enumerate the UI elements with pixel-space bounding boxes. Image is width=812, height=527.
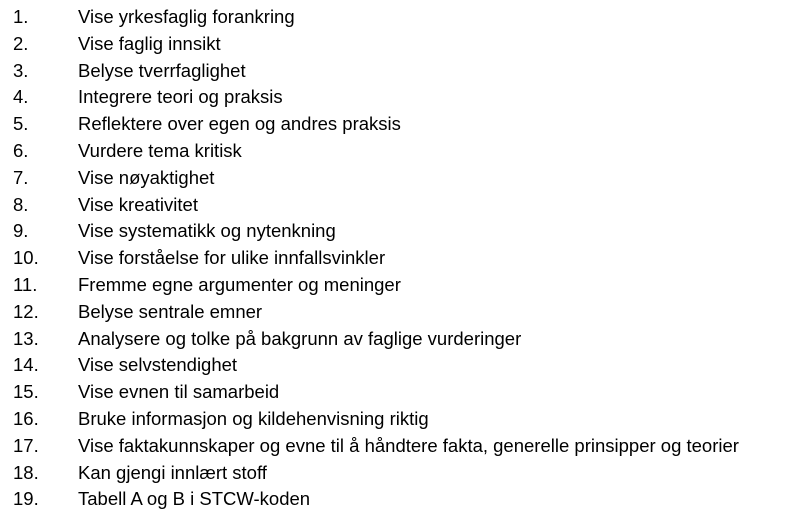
list-item-text: Reflektere over egen og andres praksis — [78, 113, 401, 135]
list-item — [0, 406, 812, 433]
list-item-text: Analysere og tolke på bakgrunn av faglige vurderinger — [78, 327, 522, 349]
list-item-number: 7. — [13, 166, 29, 188]
list-item — [0, 352, 812, 379]
list-item-text: Vise yrkesfaglig forankring — [78, 6, 295, 27]
list-item — [0, 4, 812, 31]
list-item-text: Belyse tverrfaglighet — [78, 59, 246, 81]
list-item-number: 12. — [13, 300, 39, 322]
list-item-number: 10. — [13, 247, 39, 269]
list-item — [0, 299, 812, 326]
list-item-number: 1. — [13, 6, 29, 27]
list-item — [0, 379, 812, 406]
list-item — [0, 433, 812, 460]
list-item — [0, 165, 812, 192]
list-item-text: Vise faglig innsikt — [78, 32, 221, 54]
list-item-number: 15. — [13, 381, 39, 403]
list-item-number: 16. — [13, 407, 39, 429]
list-item — [0, 138, 812, 165]
list-item — [0, 326, 812, 353]
list-item-text: Vise evnen til samarbeid — [78, 381, 280, 403]
list-item-number: 3. — [13, 59, 29, 81]
list-item-number: 6. — [13, 139, 29, 161]
list-item — [0, 218, 812, 245]
list-item-number: 5. — [13, 113, 29, 135]
list-item — [0, 486, 812, 513]
list-item-text: Vise nøyaktighet — [78, 166, 215, 188]
list-item — [0, 58, 812, 85]
list-item-text: Vise kreativitet — [78, 193, 198, 215]
list-item-text: Kan gjengi innlært stoff — [78, 461, 267, 483]
list-item-text: Fremme egne argumenter og meninger — [78, 273, 401, 295]
list-item-text: Bruke informasjon og kildehenvisning riktig — [78, 407, 429, 429]
list-item-text: Integrere teori og praksis — [78, 86, 283, 108]
list-item-number: 18. — [13, 461, 39, 483]
list-item-number: 19. — [13, 488, 39, 510]
list-item-number: 11. — [13, 273, 38, 295]
list-item — [0, 111, 812, 138]
list-item — [0, 272, 812, 299]
list-item-number: 17. — [13, 434, 39, 456]
list-item-text: Vise systematikk og nytenkning — [78, 220, 336, 242]
list-item-text: Belyse sentrale emner — [78, 300, 263, 322]
list-item-text: Vise selvstendighet — [78, 354, 238, 376]
list-item-number: 2. — [13, 32, 29, 54]
list-item-number: 14. — [13, 354, 39, 376]
list-item-text: Vise forståelse for ulike innfallsvinkler — [78, 247, 386, 269]
list-item-text: Vise faktakunnskaper og evne til å håndtere fakta, generelle prinsipper og teorier — [78, 434, 739, 456]
list-item-text: Vurdere tema kritisk — [78, 139, 242, 161]
list-item — [0, 460, 812, 487]
list-item — [0, 84, 812, 111]
list-item-number: 13. — [13, 327, 39, 349]
list-item-text: Tabell A og B i STCW-koden — [78, 488, 311, 510]
numbered-list — [0, 4, 812, 513]
list-item — [0, 31, 812, 58]
list-item — [0, 245, 812, 272]
list-item-number: 4. — [13, 86, 29, 108]
list-item — [0, 192, 812, 219]
list-item-number: 8. — [13, 193, 29, 215]
list-item-number: 9. — [13, 220, 29, 242]
